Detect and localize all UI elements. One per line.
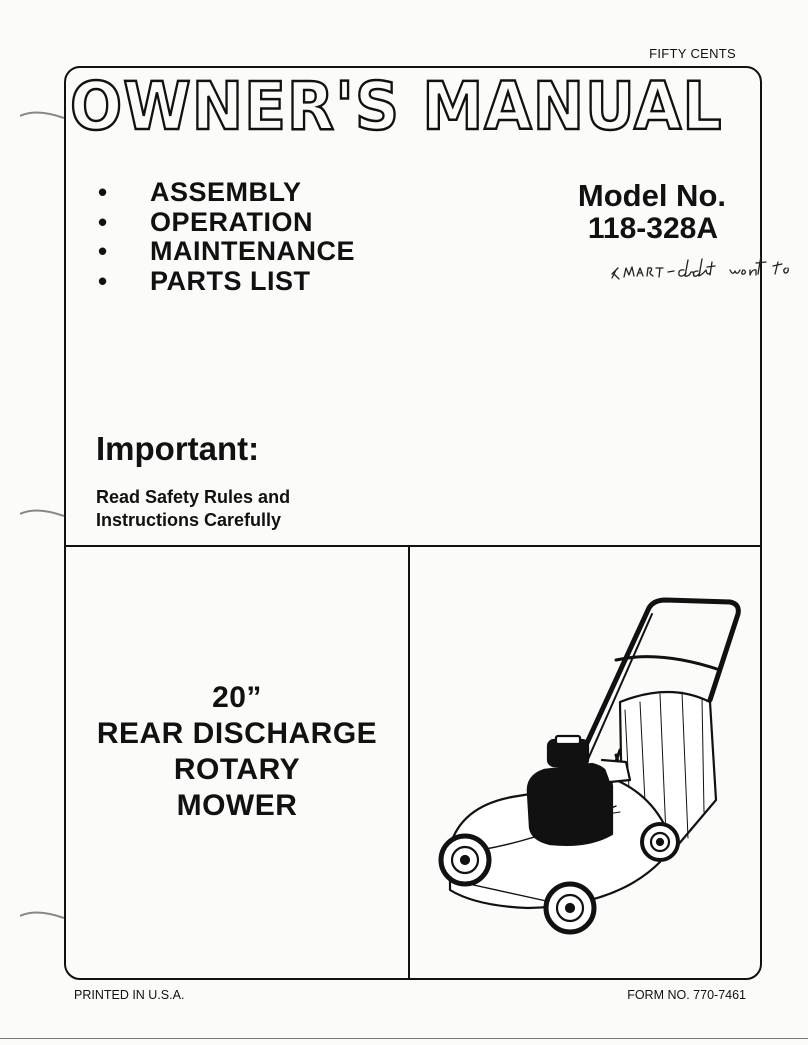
bullet-icon: • (98, 236, 108, 266)
important-heading: Important: (96, 430, 260, 467)
title-banner (70, 74, 754, 162)
product-description: 20” REAR DISCHARGE ROTARY MOWER (96, 681, 378, 822)
model-number: 118-328A (587, 212, 718, 245)
divider-horizontal (66, 545, 762, 547)
binder-hole-mark (20, 106, 66, 124)
handwritten-note (610, 248, 806, 288)
manual-title: OWNER'S MANUAL (70, 74, 723, 145)
bullet-icon: • (98, 177, 108, 207)
list-item: • PARTS LIST (98, 265, 311, 296)
model-label: Model No. (577, 178, 726, 213)
list-item: • MAINTENANCE (98, 236, 355, 266)
bullet-icon: • (98, 206, 108, 237)
safety-instructions: Read Safety Rules and Instructions Carefully (96, 487, 291, 530)
printed-in-label: PRINTED IN U.S.A. (74, 988, 185, 1002)
binder-hole-mark (20, 504, 66, 522)
bullet-icon: • (98, 265, 108, 296)
page-bottom-rule (0, 1038, 808, 1039)
form-number: FORM NO. 770-7461 (627, 988, 746, 1002)
binder-hole-mark (20, 906, 66, 924)
price-label: FIFTY CENTS (649, 46, 736, 61)
list-item: • OPERATION (98, 206, 314, 237)
divider-vertical (408, 546, 410, 978)
contents-list (98, 178, 355, 296)
lawn-mower-icon (420, 590, 750, 950)
list-item: • ASSEMBLY (98, 177, 302, 207)
